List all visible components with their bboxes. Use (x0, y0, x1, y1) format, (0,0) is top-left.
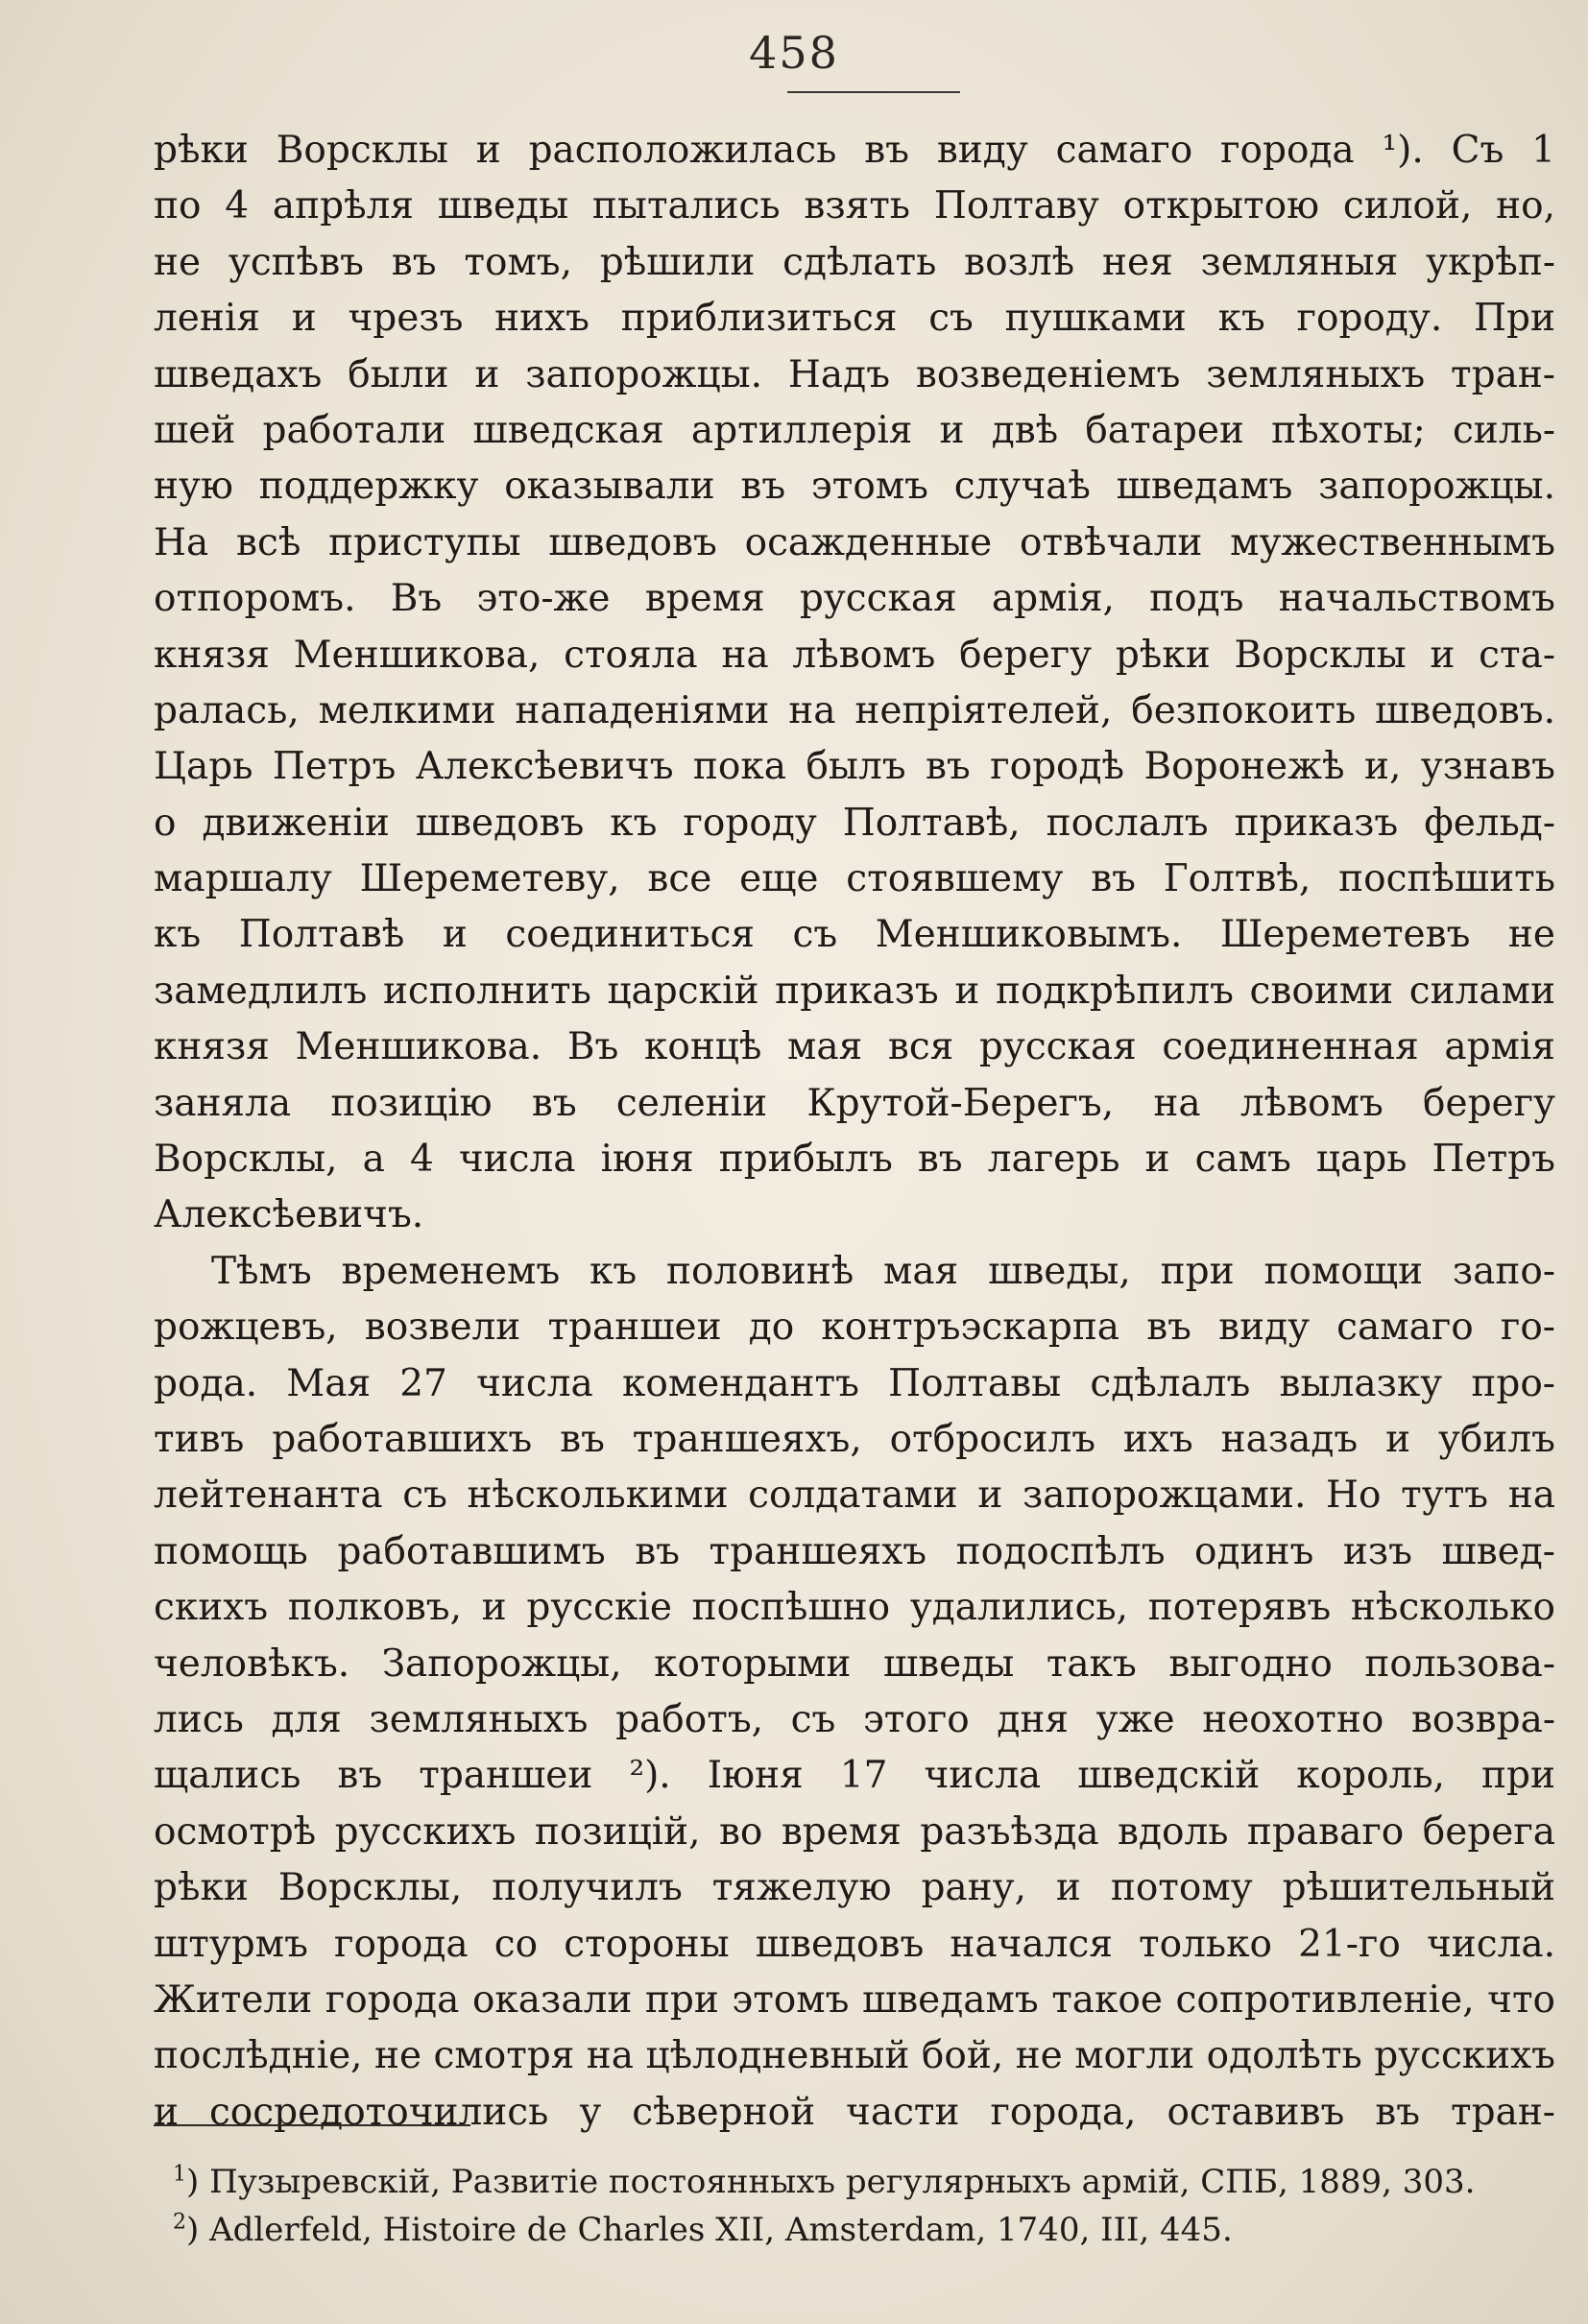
text-line: маршалу Шереметеву, все еще стоявшему въ Голтвѣ, поспѣшить (154, 857, 1555, 901)
footnote-text: Пузыревскій, Развитіе постоянныхъ регулярныхъ армій, СПБ, 1889, 303. (209, 2163, 1476, 2201)
footnote-paren: ) (186, 2163, 210, 2201)
text-line: князя Меншикова, стояла на лѣвомъ берегу рѣки Ворсклы и ста- (154, 633, 1555, 677)
text-line: не успѣвъ въ томъ, рѣшили сдѣлать возлѣ нея земляныя укрѣп- (154, 240, 1555, 284)
footnote-mark: 1 (173, 2162, 186, 2187)
text-line: Ворсклы, а 4 числа іюня прибылъ въ лагерь и самъ царь Петръ (154, 1138, 1555, 1182)
text-line: На всѣ приступы шведовъ осажденные отвѣчали мужественнымъ (154, 520, 1555, 564)
paragraph-1 (154, 123, 1555, 1244)
footnote-1 (173, 2158, 1575, 2206)
text-line: рѣки Ворсклы, получилъ тяжелую рану, и потому рѣшительный (154, 1866, 1555, 1910)
text-line: осмотрѣ русскихъ позицій, во время разъѣзда вдоль праваго берега (154, 1809, 1555, 1854)
text-line: замедлилъ исполнить царскій приказъ и подкрѣпилъ своими силами (154, 969, 1555, 1013)
footnote-paren: ) (186, 2211, 210, 2249)
text-line: ную поддержку оказывали въ этомъ случаѣ шведамъ запорожцы. (154, 465, 1555, 509)
text-line: послѣдніе, не смотря на цѣлодневный бой, не могли одолѣть русскихъ (154, 2034, 1555, 2078)
paragraph-2 (154, 1244, 1555, 2141)
text-line: о движеніи шведовъ къ городу Полтавѣ, послалъ приказъ фельд- (154, 801, 1555, 845)
text-line: къ Полтавѣ и соединиться съ Меншиковымъ. Шереметевъ не (154, 913, 1555, 957)
text-line: лейтенанта съ нѣсколькими солдатами и запорожцами. Но тутъ на (154, 1473, 1555, 1518)
body-text (154, 123, 1555, 2141)
text-line: человѣкъ. Запорожцы, которыми шведы такъ выгодно пользова- (154, 1641, 1555, 1686)
text-line: штурмъ города со стороны шведовъ начался только 21-го числа. (154, 1922, 1555, 1966)
footnotes (173, 2158, 1575, 2254)
footnote-mark: 2 (173, 2210, 186, 2235)
text-line: помощь работавшимъ въ траншеяхъ подоспѣлъ одинъ изъ швед- (154, 1529, 1555, 1573)
text-line: шведахъ были и запорожцы. Надъ возведеніемъ земляныхъ тран- (154, 352, 1555, 396)
text-line: Жители города оказали при этомъ шведамъ такое сопротивленіе, что (154, 1977, 1555, 2022)
text-line: заняла позицію въ селеніи Крутой-Берегъ, на лѣвомъ берегу (154, 1081, 1555, 1125)
footnote-rule (154, 2124, 470, 2126)
page-number: 458 (749, 27, 839, 79)
text-line: щались въ траншеи ²). Іюня 17 числа шведскій король, при (154, 1754, 1555, 1798)
text-line: тивъ работавшихъ въ траншеяхъ, отбросилъ ихъ назадъ и убилъ (154, 1417, 1555, 1461)
text-line: лись для земляныхъ работъ, съ этого дня уже неохотно возвра- (154, 1697, 1555, 1741)
text-line: отпоромъ. Въ это-же время русская армія, подъ начальствомъ (154, 577, 1555, 621)
text-line: князя Меншикова. Въ концѣ мая вся русская соединенная армія (154, 1025, 1555, 1069)
header-rule (787, 91, 960, 93)
text-line: по 4 апрѣля шведы пытались взять Полтаву открытою силой, но, (154, 184, 1555, 228)
text-line: ралась, мелкими нападеніями на непріятелей, безпокоить шведовъ. (154, 688, 1555, 732)
text-line: рожцевъ, возвели траншеи до контръэскарпа въ виду самаго го- (154, 1306, 1555, 1350)
text-line: Царь Петръ Алексѣевичъ пока былъ въ городѣ Воронежѣ и, узнавъ (154, 745, 1555, 789)
text-line: шей работали шведская артиллерія и двѣ батареи пѣхоты; силь- (154, 408, 1555, 452)
text-line: рода. Мая 27 числа комендантъ Полтавы сдѣлалъ вылазку про- (154, 1361, 1555, 1405)
footnote-text: Adlerfeld, Histoire de Charles XII, Amsterdam, 1740, III, 445. (209, 2211, 1233, 2249)
text-line: Тѣмъ временемъ къ половинѣ мая шведы, при помощи запо- (211, 1249, 1555, 1293)
text-line: и сосредоточились у сѣверной части города, оставивъ въ тран- (154, 2090, 1555, 2134)
footnote-2 (173, 2206, 1575, 2254)
text-line: рѣки Ворсклы и расположилась въ виду самаго города ¹). Съ 1 (154, 129, 1555, 172)
text-line: скихъ полковъ, и русскіе поспѣшно удалились, потерявъ нѣсколько (154, 1586, 1555, 1630)
text-line: ленія и чрезъ нихъ приблизиться съ пушками къ городу. При (154, 297, 1555, 341)
text-line: Алексѣевичъ. (154, 1193, 424, 1237)
